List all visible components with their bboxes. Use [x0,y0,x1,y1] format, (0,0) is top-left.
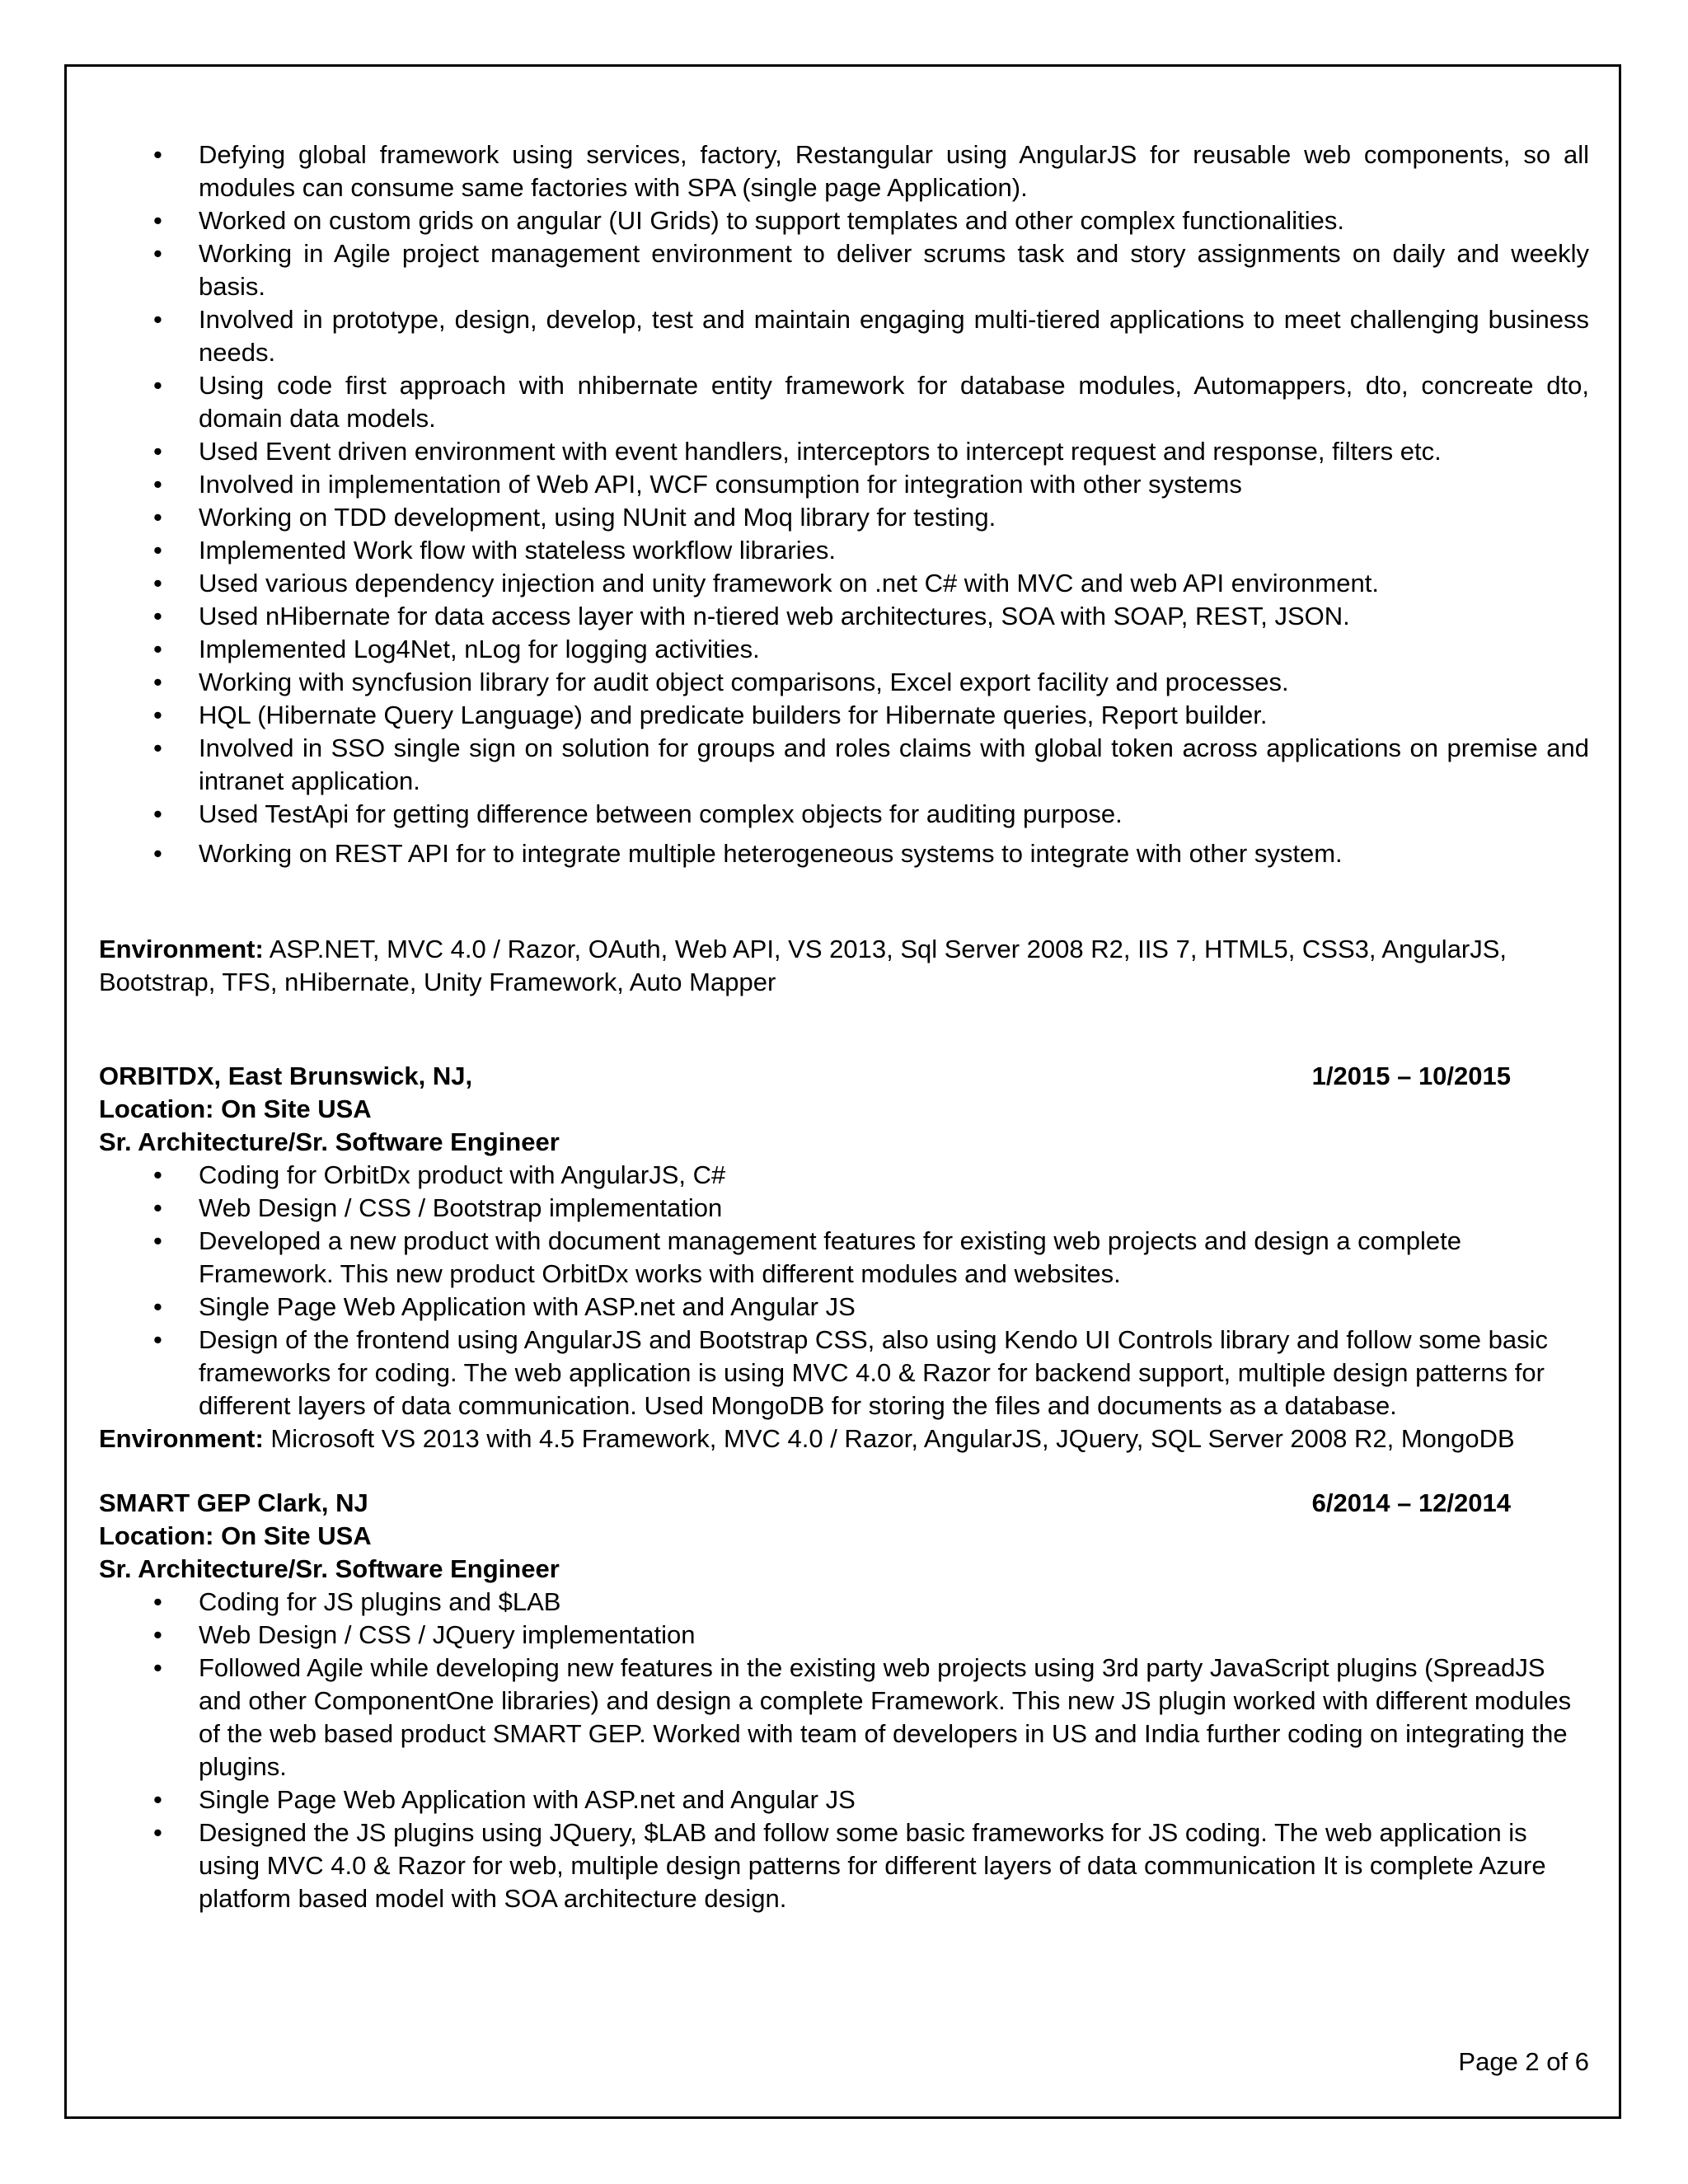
list-item: • Single Page Web Application with ASP.net and Angular JS [99,1783,1589,1816]
list-item: • Defying global framework using services, factory, Restangular using AngularJS for reusable web components, so all modules can consume same factories with SPA (single page Application). [99,138,1589,204]
job-dates: 1/2015 – 10/2015 [1311,1062,1511,1090]
list-item: • Involved in SSO single sign on solution for groups and roles claims with global token across applications on premise and intranet application. [99,732,1589,798]
company-name: SMART GEP Clark, NJ [99,1488,368,1517]
job-title: Sr. Architecture/Sr. Software Engineer [99,1554,560,1583]
environment-label: Environment: [99,1424,264,1453]
list-item: • Working in Agile project management environment to deliver scrums task and story assignments on daily and weekly basis. [99,237,1589,303]
list-item: • Working on TDD development, using NUnit and Moq library for testing. [99,501,1589,534]
environment-label: Environment: [99,935,264,963]
resume-content [99,138,1589,1915]
page-number: Page 2 of 6 [1458,2047,1589,2076]
spacer [99,1455,1589,1487]
job-location: Location: On Site USA [99,1521,372,1550]
list-item: • Web Design / CSS / JQuery implementation [99,1619,1589,1652]
job-smart-gep [99,1487,1589,1915]
list-item: • Implemented Log4Net, nLog for logging activities. [99,633,1589,666]
list-item: • Used TestApi for getting difference between complex objects for auditing purpose. [99,798,1589,831]
list-item: • Involved in implementation of Web API, WCF consumption for integration with other systems [99,468,1589,501]
list-item: • Web Design / CSS / Bootstrap implementation [99,1192,1589,1225]
job-title: Sr. Architecture/Sr. Software Engineer [99,1127,560,1156]
list-item: • Developed a new product with document management features for existing web projects and design a complete Framework. This new product OrbitDx works with different modules and websites. [99,1225,1589,1291]
list-item: • Using code first approach with nhibernate entity framework for database modules, Automappers, dto, concreate dto, domain data models. [99,369,1589,435]
job-bullets [99,1159,1589,1422]
job-location: Location: On Site USA [99,1094,372,1123]
company-name: ORBITDX, East Brunswick, NJ, [99,1062,473,1090]
list-item: • Followed Agile while developing new features in the existing web projects using 3rd party JavaScript plugins (SpreadJS and other ComponentOne libraries) and design a complete Framework. This new JS plugin worked with different modules of the web based product SMART GEP. Worked with team of developers in US and India further coding on integrating the plugins. [99,1652,1589,1783]
list-item: • Working with syncfusion library for audit object comparisons, Excel export facility and processes. [99,666,1589,699]
list-item: • Coding for OrbitDx product with AngularJS, C# [99,1159,1589,1192]
spacer [99,999,1589,1060]
job-header [99,1060,1511,1093]
list-item: • Coding for JS plugins and $LAB [99,1586,1589,1619]
job-orbitdx [99,1060,1589,1455]
list-item: • HQL (Hibernate Query Language) and predicate builders for Hibernate queries, Report builder. [99,699,1589,732]
list-item: • Single Page Web Application with ASP.net and Angular JS [99,1291,1589,1324]
list-item: • Implemented Work flow with stateless workflow libraries. [99,534,1589,567]
list-item: • Involved in prototype, design, develop, test and maintain engaging multi-tiered applications to meet challenging business needs. [99,303,1589,369]
previous-job-environment [99,933,1589,999]
job-bullets [99,1586,1589,1915]
list-item: • Used various dependency injection and unity framework on .net C# with MVC and web API environment. [99,567,1589,600]
spacer [99,870,1589,933]
list-item: • Used Event driven environment with event handlers, interceptors to intercept request and response, filters etc. [99,435,1589,468]
job-environment [99,1422,1589,1455]
previous-job-bullets [99,138,1589,870]
job-dates: 6/2014 – 12/2014 [1311,1488,1511,1517]
environment-text: ASP.NET, MVC 4.0 / Razor, OAuth, Web API, VS 2013, Sql Server 2008 R2, IIS 7, HTML5, CSS3, AngularJS, Bootstrap, TFS, nHibernate, Unity Framework, Auto Mapper [99,935,1507,996]
list-item: • Working on REST API for to integrate multiple heterogeneous systems to integrate with other system. [99,837,1589,870]
job-header [99,1487,1511,1520]
list-item: • Used nHibernate for data access layer with n-tiered web architectures, SOA with SOAP, REST, JSON. [99,600,1589,633]
list-item: • Worked on custom grids on angular (UI Grids) to support templates and other complex functionalities. [99,204,1589,237]
list-item: • Design of the frontend using AngularJS and Bootstrap CSS, also using Kendo UI Controls library and follow some basic frameworks for coding. The web application is using MVC 4.0 & Razor for backend support, multiple design patterns for different layers of data communication. Used MongoDB for storing the files and documents as a database. [99,1324,1589,1422]
list-item: • Designed the JS plugins using JQuery, $LAB and follow some basic frameworks for JS coding. The web application is using MVC 4.0 & Razor for web, multiple design patterns for different layers of data communication It is complete Azure platform based model with SOA architecture design. [99,1816,1589,1915]
environment-text: Microsoft VS 2013 with 4.5 Framework, MVC 4.0 / Razor, AngularJS, JQuery, SQL Server 2008 R2, MongoDB [263,1424,1515,1453]
